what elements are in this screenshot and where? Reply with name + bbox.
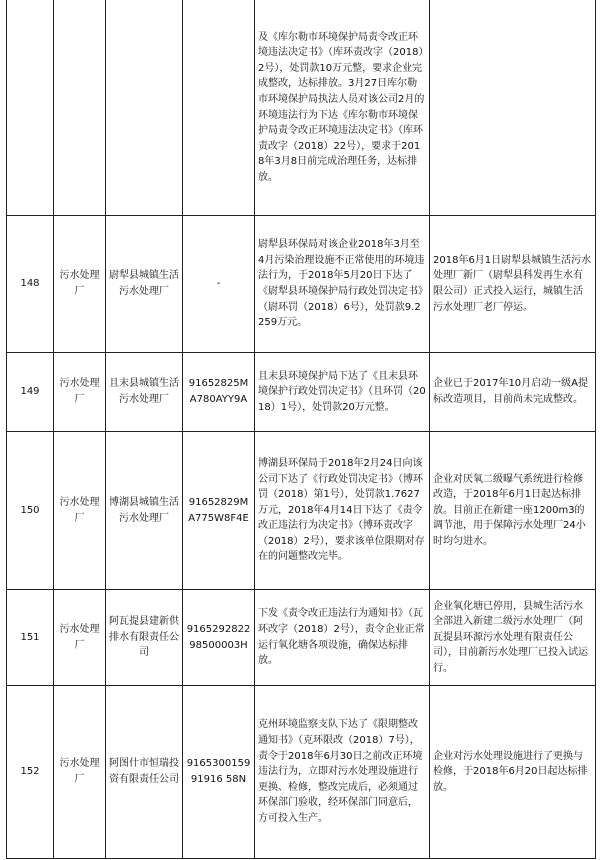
- table-row: [7, 686, 596, 859]
- credit-code-cell: -: [183, 216, 255, 353]
- penalty-cell: 尉犁县环保局对该企业2018年3月至4月污染治理设施不正常使用的环境违法行为，于2018年5月20日下达了《尉犁县环境保护局行政处罚决定书》（尉环罚（2018）6号），处罚款9.2259万元。: [255, 216, 430, 353]
- penalty-cell: 克州环境监察支队下达了《限期整改通知书》（克环限改（2018）7号），责令于2018年6月30日之前改正环境违法行为，立即对污水处理设施进行更换、检修，整改完成后，必须通过环保部门验收，经环保部门同意后，方可投入生产。: [255, 686, 430, 859]
- table-row: [7, 216, 596, 353]
- facility-type-cell: 污水处理厂: [54, 353, 106, 432]
- company-name-cell: 尉犁县城镇生活污水处理厂: [106, 216, 183, 353]
- credit-code-cell: 91652829MA775W8F4E: [183, 432, 255, 590]
- credit-code-cell: 91652825MA780AYY9A: [183, 353, 255, 432]
- facility-type-cell: 污水处理厂: [54, 590, 106, 686]
- credit-code-cell: [183, 0, 255, 216]
- penalty-cell: 博湖县环保局于2018年2月24日向该公司下达了《行政处罚决定书》（博环罚（2018）第1号），处罚款1.7627万元，2018年4月14日下达了《责令改正违法行为决定书》（博环责改字（2018）2号），要求该单位限期对存在的问题整改完毕。: [255, 432, 430, 590]
- rectification-status-cell: [430, 0, 596, 216]
- company-name-cell: 阿图什市恒瑞投资有限责任公司: [106, 686, 183, 859]
- rectification-status-cell: 企业对厌氧二级曝气系统进行检修改造，于2018年6月1日起达标排放。目前正在新建一座1200m3的调节池，用于保障污水处理厂24小时均匀进水。: [430, 432, 596, 590]
- rectification-status-cell: 企业氧化塘已停用，县城生活污水全部进入新建二级污水处理厂（阿瓦提县环源污水处理有限责任公司），目前新污水处理厂已投入试运行。: [430, 590, 596, 686]
- company-name-cell: 阿瓦提县建新供排水有限责任公司: [106, 590, 183, 686]
- credit-code-cell: 916530015991916 58N: [183, 686, 255, 859]
- rectification-status-cell: 企业已于2017年10月启动一级A提标改造项目，目前尚未完成整改。: [430, 353, 596, 432]
- table-row: [7, 353, 596, 432]
- company-name-cell: [106, 0, 183, 216]
- rectification-status-cell: 2018年6月1日尉犁县城镇生活污水处理厂新厂（尉犁县科发再生水有限公司）正式投入运行，城镇生活污水处理厂老厂停运。: [430, 216, 596, 353]
- row-number-cell: 148: [7, 216, 54, 353]
- penalty-cell: 下发《责令改正违法行为通知书》（瓦环改字（2018）2号），责令企业正常运行氧化塘各项设施，确保达标排放。: [255, 590, 430, 686]
- row-number-cell: 150: [7, 432, 54, 590]
- facility-type-cell: [54, 0, 106, 216]
- table-row: [7, 0, 596, 216]
- rectification-status-cell: 企业对污水处理设施进行了更换与检修，于2018年6月20日起达标排放。: [430, 686, 596, 859]
- row-number-cell: 149: [7, 353, 54, 432]
- facility-type-cell: 污水处理厂: [54, 432, 106, 590]
- table-row: [7, 590, 596, 686]
- table-row: [7, 432, 596, 590]
- penalty-cell: 及《库尔勒市环境保护局责令改正环境违法决定书》（库环责改字（2018）2号），处罚款10万元整，要求企业完成整改，达标排放。3月27日库尔勒市环境保护局执法人员对该公司2月的环境违法行为下达《库尔勒市环境保护局责令改正环境违法决定书》（库环责改字（2018）22号），要求于2018年3月8日前完成治理任务，达标排放。: [255, 0, 430, 216]
- company-name-cell: 博湖县城镇生活污水处理厂: [106, 432, 183, 590]
- records-table: [6, 0, 596, 859]
- facility-type-cell: 污水处理厂: [54, 686, 106, 859]
- row-number-cell: 152: [7, 686, 54, 859]
- row-number-cell: 151: [7, 590, 54, 686]
- row-number-cell: [7, 0, 54, 216]
- facility-type-cell: 污水处理厂: [54, 216, 106, 353]
- credit-code-cell: 916529282298500003H: [183, 590, 255, 686]
- company-name-cell: 且末县城镇生活污水处理厂: [106, 353, 183, 432]
- penalty-cell: 且末县环境保护局下达了《且末县环境保护行政处罚决定书》（且环罚（2018）1号），处罚款20万元整。: [255, 353, 430, 432]
